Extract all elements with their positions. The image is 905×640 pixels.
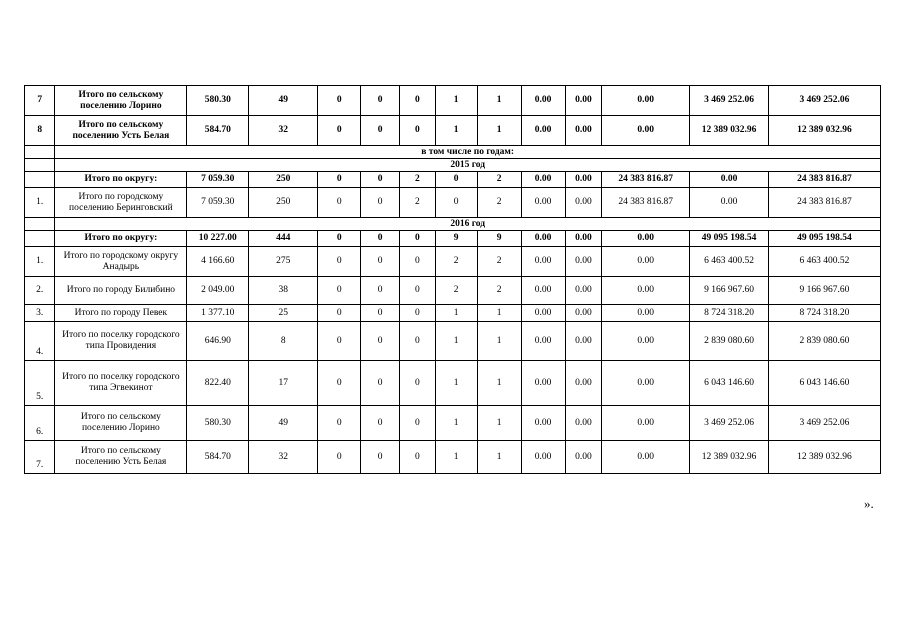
cell-c2: 0 [318, 247, 361, 277]
cell-c10: 12 389 032.96 [690, 116, 769, 146]
cell-c8: 0.00 [565, 305, 602, 322]
cell-name: Итого по сельскому поселению Лорино [55, 406, 187, 441]
cell-c4: 0 [400, 406, 436, 441]
cell-c6: 2 [477, 188, 521, 218]
cell-c11: 6 463 400.52 [768, 247, 880, 277]
cell-area: 580.30 [187, 406, 249, 441]
cell-c6: 2 [477, 247, 521, 277]
cell-c9: 0.00 [602, 441, 690, 474]
cell-area: 646.90 [187, 322, 249, 361]
cell-empty [25, 146, 55, 159]
cell-c4: 2 [400, 172, 436, 188]
cell-c8: 0.00 [565, 86, 602, 116]
cell-n: 3. [25, 305, 55, 322]
cell-c5: 0 [435, 172, 477, 188]
cell-c4: 0 [400, 277, 436, 305]
year-heading-2016-label: 2016 год [55, 218, 881, 231]
cell-c2: 0 [318, 231, 361, 247]
cell-c2: 0 [318, 116, 361, 146]
cell-c9: 0.00 [602, 305, 690, 322]
cell-c7: 0.00 [521, 188, 565, 218]
cell-c6: 1 [477, 305, 521, 322]
cell-n: 7. [25, 441, 55, 474]
cell-c1: 444 [249, 231, 318, 247]
table-row [25, 277, 881, 305]
cell-c3: 0 [361, 231, 400, 247]
cell-empty [25, 172, 55, 188]
cell-c11: 49 095 198.54 [768, 231, 880, 247]
cell-c6: 1 [477, 406, 521, 441]
cell-c2: 0 [318, 361, 361, 406]
cell-c10: 12 389 032.96 [690, 441, 769, 474]
cell-c1: 32 [249, 441, 318, 474]
cell-c3: 0 [361, 322, 400, 361]
cell-c11: 6 043 146.60 [768, 361, 880, 406]
cell-c5: 1 [435, 441, 477, 474]
cell-c4: 0 [400, 231, 436, 247]
cell-name: Итого по поселку городского типа Провидения [55, 322, 187, 361]
cell-c4: 0 [400, 305, 436, 322]
section-heading-label: в том числе по годам: [55, 146, 881, 159]
cell-n: 1. [25, 188, 55, 218]
cell-c2: 0 [318, 305, 361, 322]
cell-c10: 9 166 967.60 [690, 277, 769, 305]
cell-c10: 0.00 [690, 188, 769, 218]
cell-c7: 0.00 [521, 322, 565, 361]
cell-c2: 0 [318, 277, 361, 305]
cell-n: 8 [25, 116, 55, 146]
cell-c11: 3 469 252.06 [768, 406, 880, 441]
table-row [25, 322, 881, 361]
section-heading [25, 146, 881, 159]
cell-c1: 49 [249, 86, 318, 116]
cell-c3: 0 [361, 188, 400, 218]
total-row [25, 231, 881, 247]
cell-c10: 3 469 252.06 [690, 406, 769, 441]
cell-c1: 32 [249, 116, 318, 146]
cell-c6: 1 [477, 322, 521, 361]
cell-c3: 0 [361, 172, 400, 188]
cell-c7: 0.00 [521, 361, 565, 406]
cell-c8: 0.00 [565, 406, 602, 441]
cell-area: 4 166.60 [187, 247, 249, 277]
cell-c6: 1 [477, 441, 521, 474]
cell-name: Итого по округу: [55, 231, 187, 247]
cell-area: 584.70 [187, 116, 249, 146]
cell-c11: 2 839 080.60 [768, 322, 880, 361]
cell-c11: 9 166 967.60 [768, 277, 880, 305]
cell-c6: 1 [477, 361, 521, 406]
cell-area: 822.40 [187, 361, 249, 406]
cell-c1: 275 [249, 247, 318, 277]
table-row [25, 86, 881, 116]
cell-c7: 0.00 [521, 247, 565, 277]
cell-c9: 24 383 816.87 [602, 188, 690, 218]
cell-c2: 0 [318, 406, 361, 441]
table-body [25, 86, 881, 474]
cell-name: Итого по городскому округу Анадырь [55, 247, 187, 277]
cell-c9: 0.00 [602, 361, 690, 406]
cell-c3: 0 [361, 406, 400, 441]
cell-empty [25, 231, 55, 247]
cell-c1: 38 [249, 277, 318, 305]
cell-c8: 0.00 [565, 188, 602, 218]
cell-c3: 0 [361, 116, 400, 146]
cell-c4: 0 [400, 361, 436, 406]
cell-c9: 0.00 [602, 86, 690, 116]
table-row [25, 188, 881, 218]
cell-c4: 2 [400, 188, 436, 218]
cell-c4: 0 [400, 116, 436, 146]
cell-c10: 8 724 318.20 [690, 305, 769, 322]
cell-c4: 0 [400, 441, 436, 474]
cell-c6: 2 [477, 277, 521, 305]
cell-c9: 24 383 816.87 [602, 172, 690, 188]
cell-c7: 0.00 [521, 86, 565, 116]
cell-c11: 3 469 252.06 [768, 86, 880, 116]
cell-area: 2 049.00 [187, 277, 249, 305]
total-row [25, 172, 881, 188]
cell-c5: 1 [435, 116, 477, 146]
cell-c4: 0 [400, 86, 436, 116]
cell-area: 584.70 [187, 441, 249, 474]
cell-c5: 1 [435, 305, 477, 322]
table-row [25, 305, 881, 322]
cell-n: 1. [25, 247, 55, 277]
cell-c5: 1 [435, 86, 477, 116]
cell-c7: 0.00 [521, 441, 565, 474]
cell-c3: 0 [361, 247, 400, 277]
cell-name: Итого по поселку городского типа Эгвекинот [55, 361, 187, 406]
cell-c2: 0 [318, 322, 361, 361]
cell-area: 580.30 [187, 86, 249, 116]
cell-empty [25, 159, 55, 172]
cell-c11: 12 389 032.96 [768, 441, 880, 474]
cell-c6: 1 [477, 86, 521, 116]
cell-c5: 2 [435, 247, 477, 277]
cell-c9: 0.00 [602, 277, 690, 305]
cell-c9: 0.00 [602, 231, 690, 247]
cell-c8: 0.00 [565, 361, 602, 406]
cell-c10: 3 469 252.06 [690, 86, 769, 116]
cell-n: 2. [25, 277, 55, 305]
cell-c11: 12 389 032.96 [768, 116, 880, 146]
cell-c11: 8 724 318.20 [768, 305, 880, 322]
year-heading-2016 [25, 218, 881, 231]
cell-c4: 0 [400, 322, 436, 361]
closing-quote: ». [864, 496, 874, 511]
cell-c8: 0.00 [565, 247, 602, 277]
cell-c10: 6 043 146.60 [690, 361, 769, 406]
cell-c10: 0.00 [690, 172, 769, 188]
cell-c7: 0.00 [521, 172, 565, 188]
cell-c9: 0.00 [602, 116, 690, 146]
cell-c1: 25 [249, 305, 318, 322]
cell-c4: 0 [400, 247, 436, 277]
cell-area: 1 377.10 [187, 305, 249, 322]
table-row [25, 247, 881, 277]
table-row [25, 441, 881, 474]
cell-c1: 250 [249, 188, 318, 218]
cell-c1: 250 [249, 172, 318, 188]
cell-c10: 6 463 400.52 [690, 247, 769, 277]
cell-c7: 0.00 [521, 231, 565, 247]
cell-c1: 49 [249, 406, 318, 441]
cell-c5: 1 [435, 322, 477, 361]
cell-c8: 0.00 [565, 116, 602, 146]
cell-c8: 0.00 [565, 277, 602, 305]
cell-c8: 0.00 [565, 441, 602, 474]
table-row [25, 406, 881, 441]
cell-c9: 0.00 [602, 247, 690, 277]
cell-c11: 24 383 816.87 [768, 172, 880, 188]
cell-c11: 24 383 816.87 [768, 188, 880, 218]
cell-c2: 0 [318, 441, 361, 474]
cell-c7: 0.00 [521, 305, 565, 322]
cell-empty [25, 218, 55, 231]
cell-c9: 0.00 [602, 322, 690, 361]
year-heading-2015 [25, 159, 881, 172]
cell-c7: 0.00 [521, 406, 565, 441]
cell-n: 4. [25, 322, 55, 361]
cell-name: Итого по сельскому поселению Усть Белая [55, 441, 187, 474]
cell-n: 5. [25, 361, 55, 406]
cell-c2: 0 [318, 86, 361, 116]
cell-c9: 0.00 [602, 406, 690, 441]
cell-name: Итого по сельскому поселению Усть Белая [55, 116, 187, 146]
program-table [24, 85, 881, 474]
table-row [25, 361, 881, 406]
cell-name: Итого по городу Певек [55, 305, 187, 322]
cell-n: 7 [25, 86, 55, 116]
cell-c10: 2 839 080.60 [690, 322, 769, 361]
cell-c3: 0 [361, 86, 400, 116]
table-row [25, 116, 881, 146]
cell-c6: 1 [477, 116, 521, 146]
cell-name: Итого по городскому поселению Беринговский [55, 188, 187, 218]
cell-area: 10 227.00 [187, 231, 249, 247]
cell-c7: 0.00 [521, 116, 565, 146]
cell-c5: 9 [435, 231, 477, 247]
cell-c3: 0 [361, 361, 400, 406]
cell-c6: 9 [477, 231, 521, 247]
cell-name: Итого по городу Билибино [55, 277, 187, 305]
cell-name: Итого по сельскому поселению Лорино [55, 86, 187, 116]
cell-c3: 0 [361, 441, 400, 474]
cell-c5: 0 [435, 188, 477, 218]
cell-area: 7 059.30 [187, 188, 249, 218]
cell-area: 7 059.30 [187, 172, 249, 188]
cell-c6: 2 [477, 172, 521, 188]
cell-c2: 0 [318, 188, 361, 218]
cell-n: 6. [25, 406, 55, 441]
cell-name: Итого по округу: [55, 172, 187, 188]
cell-c5: 1 [435, 361, 477, 406]
cell-c8: 0.00 [565, 322, 602, 361]
year-heading-2015-label: 2015 год [55, 159, 881, 172]
cell-c8: 0.00 [565, 231, 602, 247]
cell-c7: 0.00 [521, 277, 565, 305]
cell-c5: 2 [435, 277, 477, 305]
cell-c1: 17 [249, 361, 318, 406]
cell-c10: 49 095 198.54 [690, 231, 769, 247]
cell-c1: 8 [249, 322, 318, 361]
cell-c3: 0 [361, 305, 400, 322]
cell-c3: 0 [361, 277, 400, 305]
cell-c8: 0.00 [565, 172, 602, 188]
cell-c2: 0 [318, 172, 361, 188]
cell-c5: 1 [435, 406, 477, 441]
